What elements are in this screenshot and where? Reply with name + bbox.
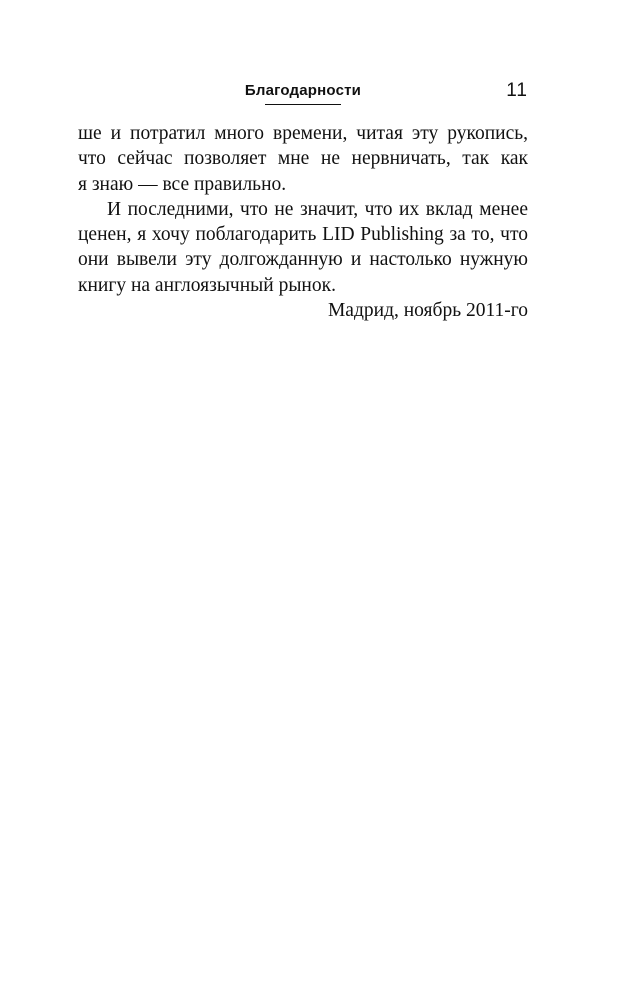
- running-title: Благодарности: [244, 82, 362, 99]
- text-line: ценен, я хочу поблагодарить LID Publishing за то, что: [78, 224, 528, 246]
- text-line: ше и потратил много времени, читая эту рукопись,: [78, 123, 528, 144]
- text-line: книгу на англоязычный рынок.: [78, 274, 336, 296]
- text-line: что сейчас позволяет мне не нервничать, так как: [78, 148, 528, 170]
- page-header: [78, 80, 528, 110]
- paragraph-continued: [78, 121, 528, 197]
- place-date-signature: Мадрид, ноябрь 2011-го: [327, 300, 528, 322]
- page-number: 11: [506, 80, 528, 101]
- text-line: я знаю — все правильно.: [78, 173, 287, 195]
- text-line: они вывели эту долгожданную и настолько нужную: [78, 249, 528, 271]
- body-text: [78, 121, 528, 323]
- title-underline: [265, 104, 341, 105]
- paragraph-final: [78, 197, 528, 298]
- text-line: И последними, что не значит, что их вклад менее: [107, 198, 528, 220]
